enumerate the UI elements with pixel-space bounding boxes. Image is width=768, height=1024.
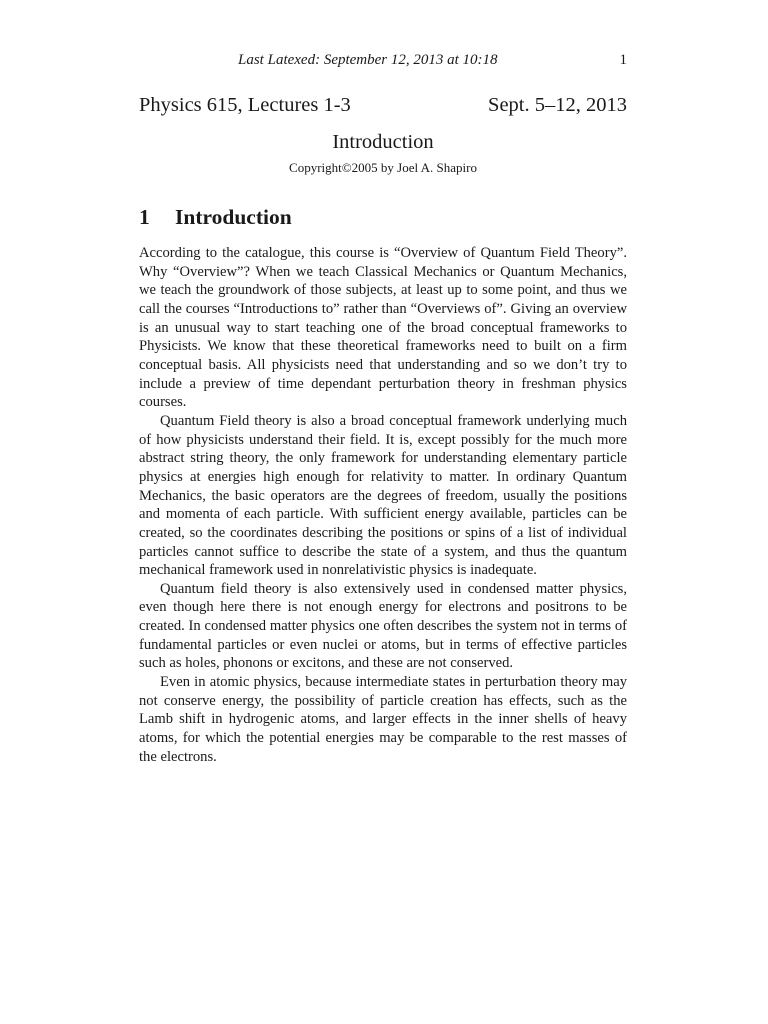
document-title: Introduction <box>332 131 434 153</box>
lecture-dates: Sept. 5–12, 2013 <box>488 94 627 116</box>
paragraph: According to the catalogue, this course is “Overview of Quantum Field Theory”. Why “Overview”? When we teach Classical Mechanics or Quantum Mechanics, we teach the groundwork of those subjects, at least up to some point, and thus we call the courses “Introductions to” rather than “Overviews of”. Giving an overview is an unusual way to start teaching one of the broad conceptual frameworks to Physicists. We know that these theoretical frameworks need to built on a firm conceptual basis. All physicists need that understanding and so we don’t try to include a preview of time dependant perturbation theory in freshman physics courses. <box>139 245 627 411</box>
section-heading <box>139 203 292 231</box>
course-title: Physics 615, Lectures 1-3 <box>139 94 351 116</box>
page-number: 1 <box>619 52 627 68</box>
latex-timestamp: Last Latexed: September 12, 2013 at 10:18 <box>238 52 498 68</box>
paragraph: Even in atomic physics, because intermediate states in perturbation theory may not conserve energy, the possibility of particle creation has effects, such as the Lamb shift in hydrogenic atoms, and larger effects in the inner shells of heavy atoms, for which the potential energies may be comparable to the rest masses of the electrons. <box>139 674 627 765</box>
body-text <box>139 244 627 766</box>
section-number: 1 <box>139 205 150 229</box>
paragraph: Quantum field theory is also extensively used in condensed matter physics, even though here there is not enough energy for electrons and positrons to be created. In condensed matter physics one often describes the system not in terms of fundamental particles or even nuclei or atoms, but in terms of effective particles such as holes, phonons or excitons, and these are not conserved. <box>139 580 627 672</box>
copyright-notice: Copyright©2005 by Joel A. Shapiro <box>289 160 477 175</box>
section-title: Introduction <box>175 205 292 229</box>
paragraph: Quantum Field theory is also a broad conceptual framework underlying much of how physicists understand their field. It is, except possibly for the much more abstract string theory, the only framework for understanding elementary particle physics at energies high enough for relativity to matter. In ordinary Quantum Mechanics, the basic operators are the degrees of freedom, usually the positions and momenta of each particle. With sufficient energy available, particles can be created, so the coordinates describing the positions or spins of a list of individual particles cannot suffice to describe the state of a system, and thus the quantum mechanical framework used in nonrelativistic physics is inadequate. <box>139 412 627 579</box>
